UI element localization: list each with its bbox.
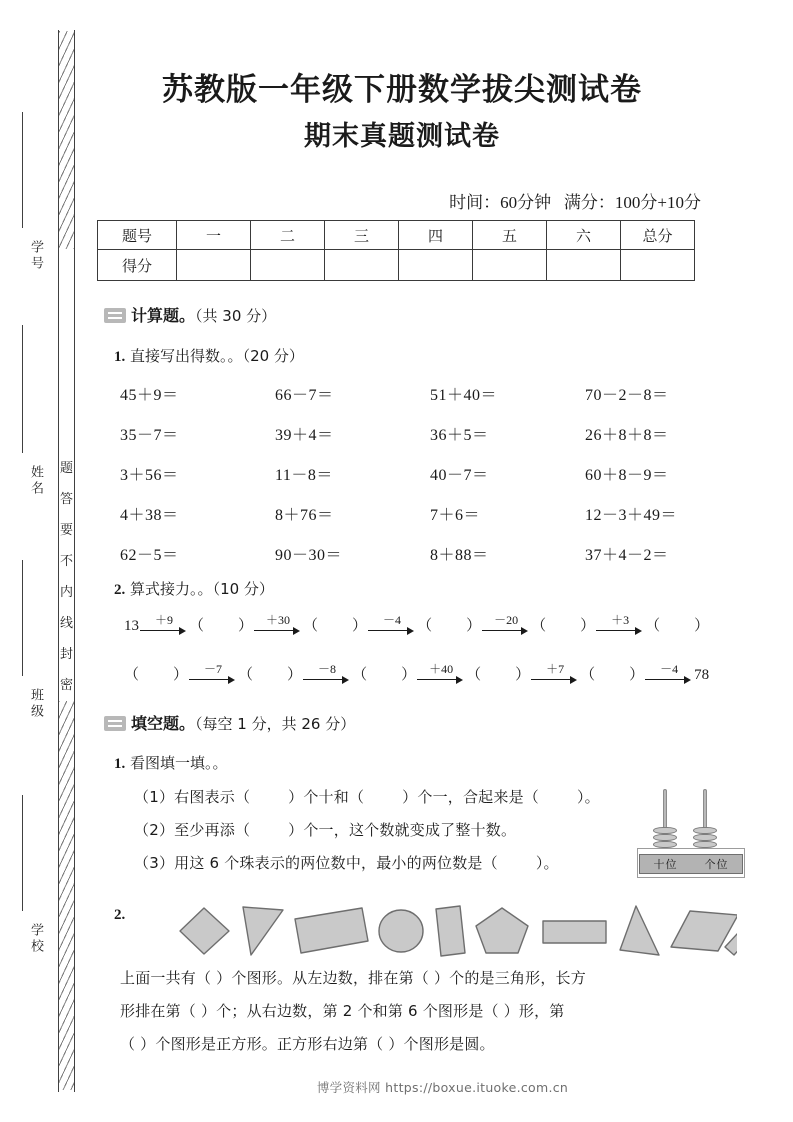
arithmetic-problem[interactable]: 37＋4－2＝ bbox=[585, 547, 669, 564]
arithmetic-problem[interactable]: 8＋76＝ bbox=[275, 507, 334, 524]
abacus-bead bbox=[653, 834, 677, 841]
arithmetic-problem[interactable]: 39＋4＝ bbox=[275, 427, 334, 444]
exam-meta bbox=[449, 188, 701, 213]
abacus-bead bbox=[653, 841, 677, 848]
arrow-shaft bbox=[140, 630, 181, 631]
shape-diamond-square bbox=[180, 908, 229, 954]
arithmetic-problem[interactable]: 62－5＝ bbox=[120, 547, 179, 564]
page-title: 苏教版一年级下册数学拔尖测试卷 bbox=[162, 72, 642, 108]
field-rule bbox=[22, 325, 23, 453]
column-header-total: 总分 bbox=[621, 221, 695, 250]
arrow-shaft bbox=[417, 679, 458, 680]
field-student-id[interactable] bbox=[18, 30, 58, 295]
relay-operation: －4 bbox=[660, 662, 679, 676]
arrow-head-icon bbox=[521, 627, 528, 635]
relay-operation: －8 bbox=[318, 662, 337, 676]
arrow-shaft bbox=[531, 679, 572, 680]
seal-char: 题 bbox=[59, 461, 73, 476]
table-row-header bbox=[98, 221, 695, 250]
abacus-illustration bbox=[637, 785, 747, 877]
arrow-shaft bbox=[368, 630, 409, 631]
relay-arrow bbox=[140, 613, 188, 636]
fill-blank-line-1[interactable] bbox=[134, 786, 600, 807]
relay-arrow bbox=[482, 613, 530, 636]
column-header-4: 四 bbox=[399, 221, 473, 250]
abacus-bead bbox=[693, 841, 717, 848]
arithmetic-problem[interactable]: 45＋9＝ bbox=[120, 387, 179, 404]
shapes-question-line-1[interactable]: 上面一共有（ ）个图形。从左边数，排在第（ ）个的是三角形，长方 bbox=[120, 969, 586, 987]
arithmetic-problem[interactable]: 90－30＝ bbox=[275, 547, 343, 564]
field-rule bbox=[22, 795, 23, 911]
line-text: （3）用这 6 个珠表示的两位数中，最小的两位数是（ bbox=[134, 854, 498, 872]
score-cell-1[interactable] bbox=[177, 250, 251, 281]
shape-pentagon bbox=[476, 908, 528, 953]
score-cell-2[interactable] bbox=[251, 250, 325, 281]
relay-chain-1 bbox=[124, 614, 709, 636]
line-text: ）个一，这个数就变成了整十数。 bbox=[288, 821, 517, 839]
seal-line-margin bbox=[0, 0, 92, 1122]
score-cell-3[interactable] bbox=[325, 250, 399, 281]
shape-triangle-right bbox=[243, 907, 283, 955]
row-label-question-no: 题号 bbox=[98, 221, 177, 250]
seal-char: 封 bbox=[59, 647, 73, 662]
question-number: 1. bbox=[114, 349, 126, 365]
table-row-score bbox=[98, 250, 695, 281]
relay-operation: ＋9 bbox=[154, 613, 174, 627]
arrow-head-icon bbox=[342, 676, 349, 684]
arithmetic-problem[interactable]: 3＋56＝ bbox=[120, 467, 179, 484]
question-number: 1. bbox=[114, 756, 126, 772]
shapes-figure-row bbox=[177, 903, 737, 961]
relay-arrow bbox=[368, 613, 416, 636]
time-value: 60分钟 bbox=[500, 193, 552, 212]
column-header-1: 一 bbox=[177, 221, 251, 250]
relay-arrow bbox=[254, 613, 302, 636]
shapes-question-line-3[interactable]: （ ）个图形是正方形。正方形右边第（ ）个图形是圆。 bbox=[120, 1035, 495, 1053]
seal-char: 答 bbox=[59, 492, 73, 507]
relay-operation: ＋7 bbox=[546, 662, 565, 676]
field-rule bbox=[22, 560, 23, 676]
arrow-shaft bbox=[303, 679, 344, 680]
column-header-6: 六 bbox=[547, 221, 621, 250]
relay-arrow bbox=[303, 662, 351, 685]
arithmetic-problem[interactable]: 11－8＝ bbox=[275, 467, 333, 484]
row-label-score: 得分 bbox=[98, 250, 177, 281]
question-1-1-label: 1. 直接写出得数。。（20 分） bbox=[114, 347, 304, 365]
arithmetic-problem[interactable]: 51＋40＝ bbox=[430, 387, 498, 404]
arrow-head-icon bbox=[228, 676, 235, 684]
score-cell-6[interactable] bbox=[547, 250, 621, 281]
arrow-head-icon bbox=[456, 676, 463, 684]
seal-char: 内 bbox=[59, 585, 73, 600]
relay-arrow bbox=[417, 662, 465, 685]
relay-answer-blank[interactable]: （ ） bbox=[417, 618, 482, 634]
footer-url: https://boxue.ituoke.com.cn bbox=[385, 1080, 569, 1095]
relay-answer-blank[interactable]: （ ） bbox=[580, 667, 645, 683]
section-heading-one: 计算题。（共 30 分） bbox=[104, 303, 276, 326]
relay-arrow bbox=[645, 662, 693, 685]
arrow-head-icon bbox=[179, 627, 186, 635]
line-text: （2）至少再添（ bbox=[134, 821, 251, 839]
footer-site-name: 博学资料网 bbox=[316, 1080, 381, 1095]
relay-answer-blank[interactable]: （ ） bbox=[645, 618, 710, 634]
relay-answer-blank[interactable]: （ ） bbox=[352, 667, 417, 683]
shape-rectangle-vertical bbox=[436, 906, 465, 956]
field-name[interactable] bbox=[18, 295, 58, 560]
arithmetic-problem[interactable]: 70－2－8＝ bbox=[585, 387, 669, 404]
section-one-points: （共 30 分） bbox=[195, 307, 277, 325]
line-text: ）个一，合起来是（ bbox=[402, 788, 539, 806]
question-title: 直接写出得数。 bbox=[130, 347, 228, 365]
arithmetic-problem[interactable]: 7＋6＝ bbox=[430, 507, 481, 524]
field-rule bbox=[22, 112, 23, 228]
line-text: ）。 bbox=[576, 788, 600, 806]
field-class[interactable] bbox=[18, 560, 58, 825]
arrow-shaft bbox=[482, 630, 523, 631]
question-2-2-label bbox=[114, 905, 125, 924]
arrow-head-icon bbox=[635, 627, 642, 635]
column-header-2: 二 bbox=[251, 221, 325, 250]
arrow-shaft bbox=[254, 630, 295, 631]
question-1-2-label: 2. 算式接力。。（10 分） bbox=[114, 580, 274, 598]
relay-answer-blank[interactable]: （ ） bbox=[189, 618, 254, 634]
question-number: 2. bbox=[114, 907, 126, 923]
exam-content bbox=[92, 0, 793, 1122]
question-2-1-label: 1. 看图填一填。。 bbox=[114, 754, 228, 772]
seal-hatch-bottom bbox=[59, 700, 74, 1090]
relay-start-value: 13 bbox=[124, 618, 139, 634]
arrow-head-icon bbox=[684, 676, 691, 684]
time-label: 时间： bbox=[449, 193, 501, 213]
shapes-question-line-2[interactable]: 形排在第（ ）个；从右边数，第 2 个和第 6 个图形是（ ）形，第 bbox=[120, 1002, 565, 1020]
relay-operation: －20 bbox=[494, 613, 519, 627]
seal-char: 线 bbox=[59, 616, 73, 631]
line-text: ）个十和（ bbox=[288, 788, 365, 806]
abacus-bead bbox=[693, 827, 717, 834]
relay-answer-blank[interactable]: （ ） bbox=[238, 667, 303, 683]
arithmetic-problem[interactable]: 8＋88＝ bbox=[430, 547, 489, 564]
section-one-title: 计算题 bbox=[131, 306, 180, 325]
page-subtitle: 期末真题测试卷 bbox=[304, 121, 500, 152]
seal-vertical-text bbox=[58, 249, 75, 701]
arithmetic-problem[interactable]: 36＋5＝ bbox=[430, 427, 489, 444]
seal-hatch-top bbox=[59, 31, 74, 249]
shape-triangle-scalene bbox=[620, 906, 659, 955]
fill-blank-line-3[interactable] bbox=[134, 852, 559, 873]
relay-operation: ＋30 bbox=[266, 613, 291, 627]
relay-answer-blank[interactable]: （ ） bbox=[466, 667, 531, 683]
total-label: 满分： bbox=[563, 193, 615, 213]
relay-answer-blank[interactable]: （ ） bbox=[531, 618, 596, 634]
section-marker-two-icon bbox=[104, 716, 126, 731]
arrow-shaft bbox=[645, 679, 686, 680]
question-points: （10 分） bbox=[212, 580, 274, 598]
arrow-shaft bbox=[189, 679, 230, 680]
score-table bbox=[97, 220, 695, 281]
abacus-tens-label: 十位 bbox=[653, 858, 678, 871]
section-two-points: （每空 1 分，共 26 分） bbox=[195, 715, 356, 733]
arithmetic-problem[interactable]: 60＋8－9＝ bbox=[585, 467, 669, 484]
arithmetic-problem[interactable]: 12－3＋49＝ bbox=[585, 507, 678, 524]
field-school[interactable] bbox=[18, 825, 58, 1092]
line-text: （1）右图表示（ bbox=[134, 788, 251, 806]
seal-char: 不 bbox=[59, 554, 73, 569]
field-label-school: 学校 bbox=[28, 923, 43, 955]
relay-arrow bbox=[596, 613, 644, 636]
arrow-head-icon bbox=[570, 676, 577, 684]
score-cell-total[interactable] bbox=[621, 250, 695, 281]
relay-operation: ＋3 bbox=[611, 613, 630, 627]
abacus-bead bbox=[653, 827, 677, 834]
abacus-ones-label: 个位 bbox=[704, 858, 729, 871]
arrow-head-icon bbox=[293, 627, 300, 635]
relay-answer-blank[interactable]: （ ） bbox=[124, 667, 189, 683]
arithmetic-problem[interactable]: 35－7＝ bbox=[120, 427, 179, 444]
abacus-bead bbox=[693, 834, 717, 841]
arithmetic-problem[interactable]: 4＋38＝ bbox=[120, 507, 179, 524]
shape-circle bbox=[379, 910, 423, 952]
footer-watermark bbox=[92, 1078, 793, 1096]
section-two-title: 填空题 bbox=[131, 714, 180, 733]
question-number: 2. bbox=[114, 582, 126, 598]
arithmetic-problem[interactable]: 40－7＝ bbox=[430, 467, 489, 484]
relay-arrow bbox=[189, 662, 237, 685]
score-cell-5[interactable] bbox=[473, 250, 547, 281]
line-text: ）。 bbox=[535, 854, 559, 872]
relay-chain-2 bbox=[124, 663, 709, 685]
arrow-shaft bbox=[596, 630, 637, 631]
field-label-class: 班级 bbox=[28, 688, 43, 720]
arrow-head-icon bbox=[407, 627, 414, 635]
relay-end-value: 78 bbox=[694, 667, 710, 683]
field-label-student-id: 学号 bbox=[28, 240, 43, 272]
section-marker-one-icon bbox=[104, 308, 126, 323]
relay-operation: －7 bbox=[204, 662, 223, 676]
section-heading-two: 填空题。（每空 1 分，共 26 分） bbox=[104, 711, 355, 734]
field-label-name: 姓名 bbox=[28, 465, 43, 497]
arithmetic-problem[interactable]: 66－7＝ bbox=[275, 387, 334, 404]
fill-blank-line-2[interactable] bbox=[134, 819, 516, 840]
student-field-column bbox=[18, 30, 58, 1092]
relay-operation: ＋40 bbox=[429, 662, 454, 676]
question-title: 看图填一填。 bbox=[130, 754, 213, 772]
shape-rectangle-wide bbox=[543, 921, 606, 943]
relay-operation: －4 bbox=[383, 613, 402, 627]
score-cell-4[interactable] bbox=[399, 250, 473, 281]
total-value: 100分+10分 bbox=[614, 193, 701, 212]
relay-answer-blank[interactable]: （ ） bbox=[303, 618, 368, 634]
arithmetic-problem[interactable]: 26＋8＋8＝ bbox=[585, 427, 669, 444]
question-points: （20 分） bbox=[242, 347, 304, 365]
seal-char: 要 bbox=[59, 523, 73, 538]
column-header-3: 三 bbox=[325, 221, 399, 250]
abacus-place-labels bbox=[639, 854, 743, 874]
seal-char: 密 bbox=[59, 678, 73, 693]
relay-arrow bbox=[531, 662, 579, 685]
arithmetic-problem-grid bbox=[120, 382, 740, 565]
question-title: 算式接力。 bbox=[130, 580, 198, 598]
column-header-5: 五 bbox=[473, 221, 547, 250]
shape-rectangle-tilted bbox=[295, 908, 368, 953]
